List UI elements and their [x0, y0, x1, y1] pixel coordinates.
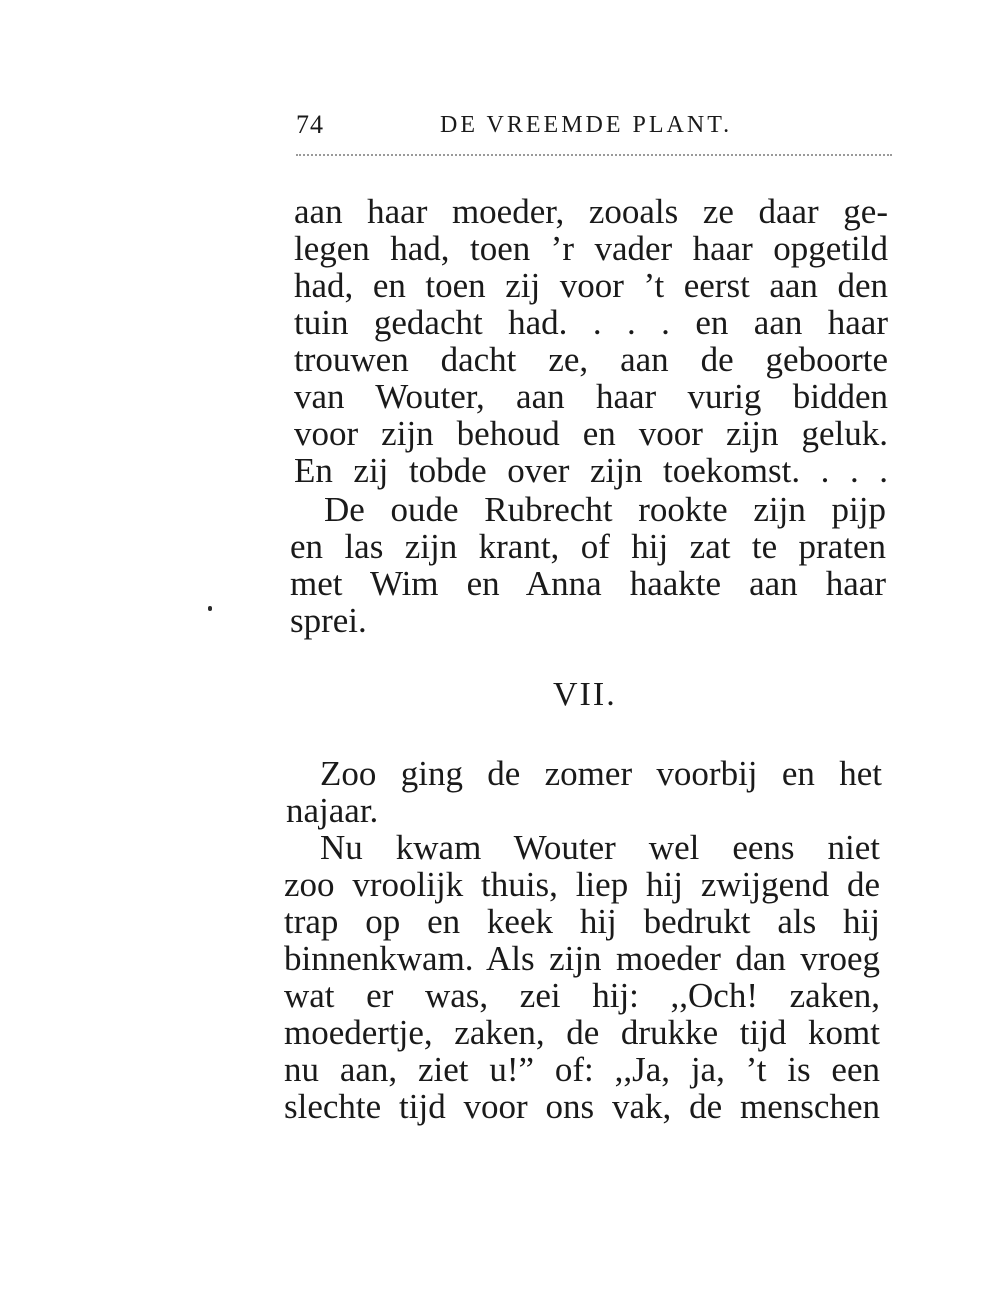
header-rule	[296, 154, 892, 156]
text-line: slechte tijd voor ons vak, de menschen	[284, 1087, 880, 1126]
text-line: Nu kwam Wouter wel eens niet	[320, 828, 880, 867]
text-line: aan haar moeder, zooals ze daar ge-	[294, 192, 888, 231]
text-line: binnenkwam. Als zijn moeder dan vroeg	[284, 939, 880, 978]
text-line: moedertje, zaken, de drukke tijd komt	[284, 1013, 880, 1052]
text-line: najaar.	[286, 791, 379, 830]
paragraph-rubrecht	[290, 490, 886, 640]
text-line: trouwen dacht ze, aan de geboorte	[294, 340, 888, 379]
text-line: met Wim en Anna haakte aan haar	[290, 564, 886, 603]
paragraph-continuation	[294, 192, 888, 492]
text-line: De oude Rubrecht rookte zijn pijp	[324, 490, 886, 529]
text-line: trap op en keek hij bedrukt als hij	[284, 902, 880, 941]
text-line: van Wouter, aan haar vurig bidden	[294, 377, 888, 416]
text-line: legen had, toen ’r vader haar opgetild	[294, 229, 888, 268]
text-line: wat er was, zei hij: ,,Och! zaken,	[284, 976, 880, 1015]
text-line: zoo vroolijk thuis, liep hij zwijgend de	[284, 865, 880, 904]
text-line: En zij tobde over zijn toekomst. . . .	[294, 451, 888, 490]
chapter-heading: VII.	[553, 676, 617, 713]
text-line: voor zijn behoud en voor zijn geluk.	[294, 414, 888, 453]
paragraph-zomer	[286, 754, 882, 834]
running-title: DE VREEMDE PLANT.	[440, 112, 733, 138]
page-number: 74	[296, 110, 324, 139]
paragraph-wouter	[284, 828, 880, 1128]
text-line: en las zijn krant, of hij zat te praten	[290, 527, 886, 566]
text-line: tuin gedacht had. . . . en aan haar	[294, 303, 888, 342]
print-speck	[208, 606, 212, 611]
text-line: Zoo ging de zomer voorbij en het	[320, 754, 882, 793]
text-line: nu aan, ziet u!” of: ,,Ja, ja, ’t is een	[284, 1050, 880, 1089]
text-line: sprei.	[290, 601, 367, 640]
running-header	[296, 110, 756, 150]
text-line: had, en toen zij voor ’t eerst aan den	[294, 266, 888, 305]
